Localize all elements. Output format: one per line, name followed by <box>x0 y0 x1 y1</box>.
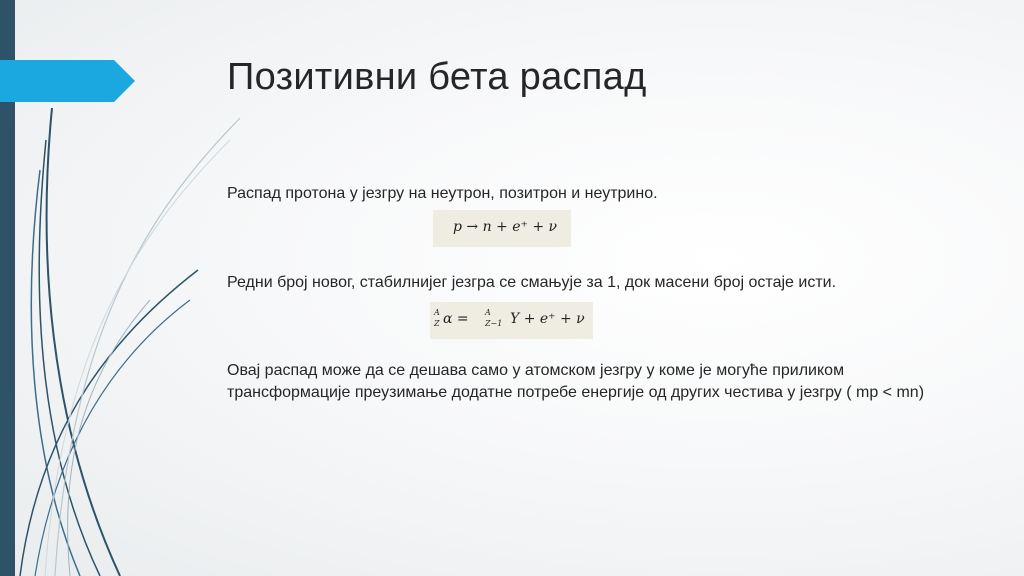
paragraph-proton-decay: Распад протона у језгру на неутрон, позитрон и неутрино. <box>227 185 658 202</box>
formula2-atomic-number: Z <box>434 319 440 328</box>
slide-title: Позитивни бета распад <box>227 56 647 98</box>
formula2-alpha-equals: α = <box>443 311 469 327</box>
title-accent-tab <box>0 60 135 102</box>
formula-proton-decay <box>433 210 571 247</box>
formula2-products: Y + e⁺ + ν <box>510 311 585 327</box>
formula2-atomic-number-minus-one: Z−1 <box>485 319 503 328</box>
formula1-text: p → n + e⁺ + ν <box>453 219 558 235</box>
formula-beta-plus-decay <box>430 302 593 339</box>
paragraph-energy-condition: Овај распад може да се дешава само у атомском језгру у коме је могуће приликом трансформације преузимање додатне потребе енергије од других честива у језгру ( mp < mn) <box>227 362 925 401</box>
formula2-mass-number: A <box>434 308 440 317</box>
paragraph-atomic-number: Редни број новог, стабилнијег језгра се смањује за 1, док масени број остаје исти. <box>227 274 837 291</box>
formula2-mass-number-right: A <box>485 308 491 317</box>
